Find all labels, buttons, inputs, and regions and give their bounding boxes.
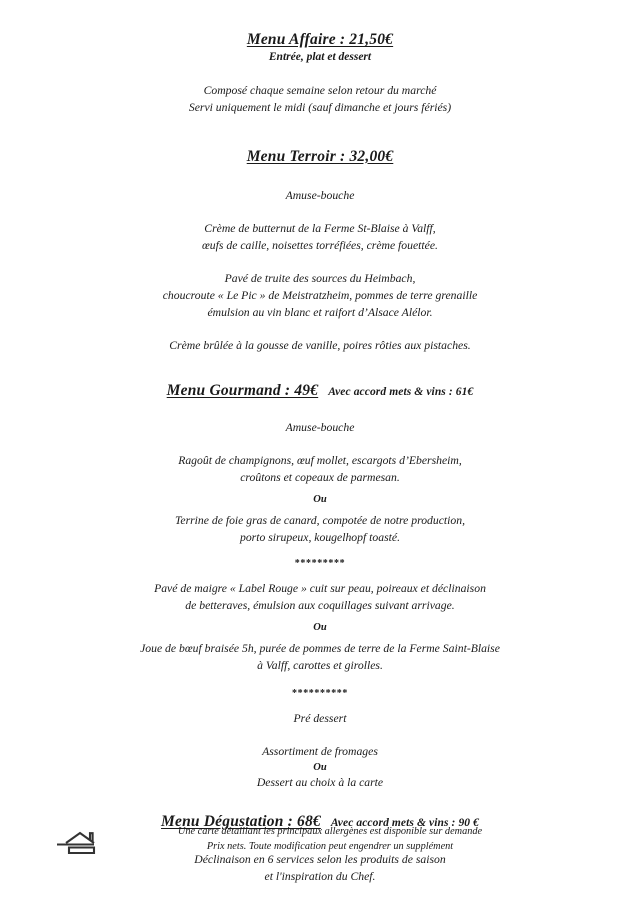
- menu-affaire-note-2: Servi uniquement le midi (sauf dimanche et jours fériés): [188, 100, 452, 114]
- menu-gourmand-title: Menu Gourmand : 49€: [166, 381, 319, 399]
- menu-terroir-main-line-3: émulsion au vin blanc et raifort d’Alsace Alélor.: [207, 305, 433, 319]
- menu-gourmand-main-a-line-2: de betteraves, émulsion aux coquillages suivant arrivage.: [185, 599, 455, 613]
- menu-gourmand-pre-dessert: Pré dessert: [293, 712, 347, 726]
- menu-gourmand-separator-2: **********: [292, 688, 348, 700]
- menu-affaire-note-1: Composé chaque semaine selon retour du marché: [203, 83, 437, 97]
- menu-terroir-starter-line-2: œufs de caille, noisettes torréfiées, crème fouettée.: [202, 239, 438, 252]
- menu-affaire-heading: [70, 30, 570, 49]
- menu-gourmand-or-1: Ou: [313, 494, 327, 506]
- menu-gourmand-main-a-line-1: Pavé de maigre « Label Rouge » cuit sur peau, poireaux et déclinaison: [154, 582, 486, 596]
- menu-section-gourmand: [70, 381, 570, 793]
- menu-degustation-title: Menu Dégustation : 68€: [161, 813, 321, 831]
- menu-gourmand-heading: [70, 381, 570, 400]
- menu-gourmand-starter-a-line-2: croûtons et copeaux de parmesan.: [240, 471, 400, 485]
- footer-note-line-1: Une carte détaillant les principaux allergènes est disponible sur demande: [177, 826, 483, 837]
- menu-gourmand-pairing: Avec accord mets & vins : 61€: [328, 385, 474, 398]
- menu-degustation-description-2: et l'inspiration du Chef.: [264, 869, 376, 883]
- footer-note-line-2: Prix nets. Toute modification peut engendrer un supplément: [206, 840, 454, 852]
- menu-affaire-subtitle: Entrée, plat et dessert: [268, 51, 372, 64]
- menu-gourmand-separator-1: *********: [294, 558, 346, 570]
- menu-gourmand-main-b-line-2: à Valff, carottes et girolles.: [257, 659, 383, 673]
- menu-terroir-dessert: Crème brûlée à la gousse de vanille, poires rôties aux pistaches.: [169, 338, 471, 352]
- menu-terroir-title: Menu Terroir : 32,00€: [246, 147, 394, 165]
- menu-section-terroir: [70, 147, 570, 355]
- menu-terroir-main-line-1: Pavé de truite des sources du Heimbach,: [224, 271, 416, 285]
- menu-gourmand-dessert: Dessert au choix à la carte: [256, 776, 384, 790]
- menu-gourmand-or-3: Ou: [313, 762, 327, 774]
- menu-degustation-pairing: Avec accord mets & vins : 90 €: [330, 817, 479, 830]
- menu-terroir-main-line-2: choucroute « Le Pic » de Meistratzheim, pommes de terre grenaille: [162, 288, 478, 302]
- menu-gourmand-starter-a-line-1: Ragoût de champignons, œuf mollet, escargots d’Ebersheim,: [178, 454, 462, 468]
- menu-terroir-starter-line-1: Crème de butternut de la Ferme St-Blaise à Valff,: [204, 222, 436, 236]
- menu-terroir-heading: [70, 147, 570, 166]
- menu-terroir-amuse-bouche: Amuse-bouche: [285, 189, 355, 203]
- house-roof-icon: [56, 828, 104, 860]
- menu-gourmand-main-b-line-1: Joue de bœuf braisée 5h, purée de pommes de terre de la Ferme Saint-Blaise: [140, 642, 500, 656]
- menu-gourmand-amuse-bouche: Amuse-bouche: [285, 421, 355, 435]
- menu-gourmand-cheese: Assortiment de fromages: [262, 745, 378, 759]
- menu-gourmand-starter-b-line-1: Terrine de foie gras de canard, compotée de notre production,: [174, 514, 466, 528]
- menu-gourmand-starter-b-line-2: porto sirupeux, kougelhopf toasté.: [239, 531, 401, 545]
- menu-affaire-title: Menu Affaire : 21,50€: [246, 31, 394, 48]
- menu-section-affaire: [70, 30, 570, 117]
- menu-gourmand-or-2: Ou: [313, 622, 327, 634]
- page-footer: [0, 820, 640, 880]
- footer-note: [120, 825, 540, 855]
- menu-degustation-description-1: Déclinaison en 6 services selon les produits de saison: [194, 852, 446, 866]
